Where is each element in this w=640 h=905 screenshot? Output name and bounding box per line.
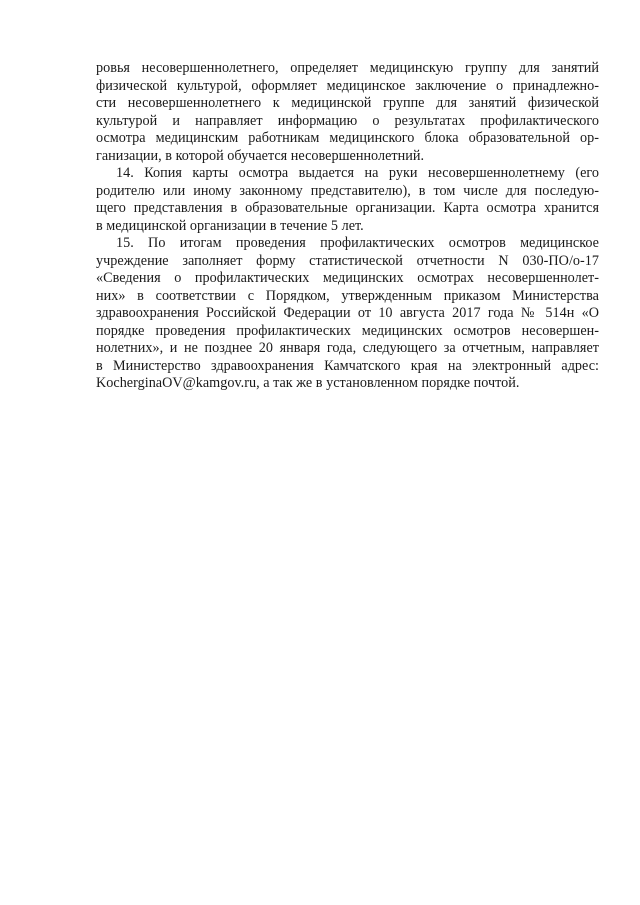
text-line: в Министерство здравоохранения Камчатского края на электронный адрес: — [96, 357, 599, 374]
paragraph-14 — [96, 165, 599, 235]
text-line: порядке проведения профилактических медицинских осмотров несовершен- — [96, 322, 599, 339]
text-line: них» в соответствии с Порядком, утвержденным приказом Министерства — [96, 287, 599, 304]
text-line: 14. Копия карты осмотра выдается на руки несовершеннолетнему (его — [116, 165, 599, 181]
text-line: осмотра медицинским работникам медицинского блока образовательной ор- — [96, 130, 599, 146]
text-line: здравоохранения Российской Федерации от 10 августа 2017 года № 514н «О — [96, 305, 599, 321]
text-line: KocherginaOV@kamgov.ru, а так же в установленном порядке почтой. — [96, 375, 520, 391]
text-line: культурой и направляет информацию о результатах профилактического — [96, 112, 599, 129]
document-body — [96, 60, 599, 393]
text-line: щего представления в образовательные организации. Карта осмотра хранится — [96, 200, 599, 216]
text-line: физической культурой, оформляет медицинское заключение о принадлежно- — [96, 77, 599, 94]
text-line: 15. По итогам проведения профилактических осмотров медицинское — [116, 235, 599, 251]
paragraph-15 — [96, 235, 599, 393]
text-line: ганизации, в которой обучается несовершеннолетний. — [96, 147, 425, 164]
text-line: в медицинской организации в течение 5 лет. — [96, 217, 364, 234]
text-line: родителю или иному законному представителю), в том числе для последую- — [96, 182, 599, 199]
text-line: ровья несовершеннолетнего, определяет медицинскую группу для занятий — [96, 60, 599, 76]
text-line: нолетних», и не позднее 20 января года, следующего за отчетным, направляет — [96, 340, 599, 356]
text-line: сти несовершеннолетнего к медицинской группе для занятий физической — [96, 95, 599, 111]
text-line: учреждение заполняет форму статистической отчетности N 030-ПО/о-17 — [96, 252, 599, 269]
text-line: «Сведения о профилактических медицинских осмотрах несовершеннолет- — [96, 270, 599, 286]
paragraph-continuation — [96, 60, 599, 165]
